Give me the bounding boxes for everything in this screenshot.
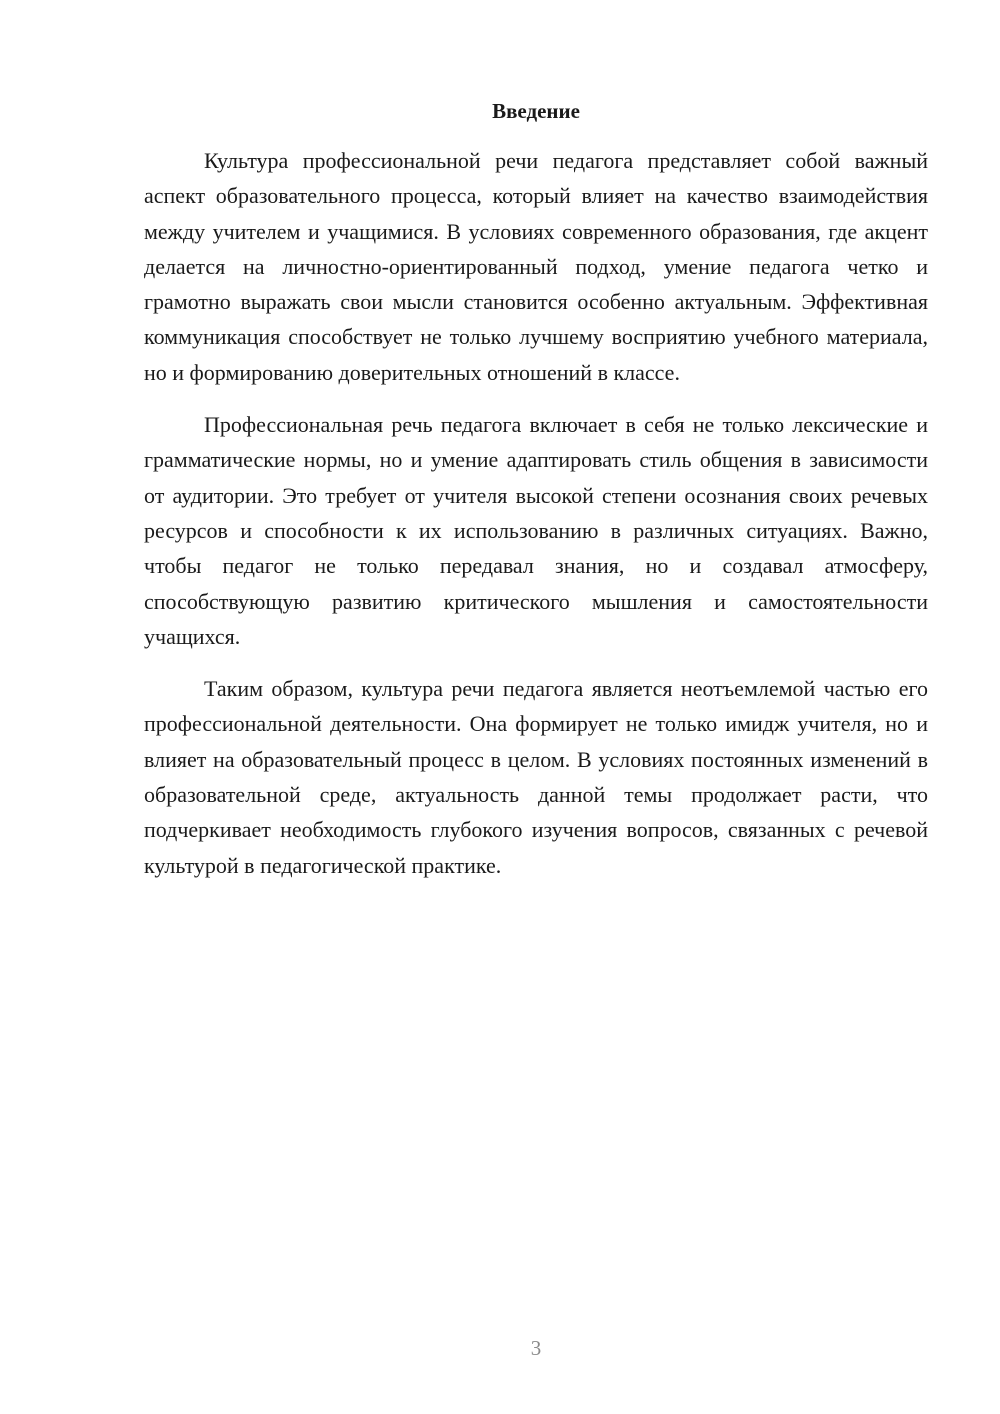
page-title: Введение	[492, 99, 580, 123]
paragraph-2: Профессиональная речь педагога включает в себя не только лексические и грамматические нормы, но и умение адаптировать стиль общения в зависимости от аудитории. Это требует от учителя высокой степени осознания своих речевых ресурсов и способности к их использованию в различных ситуациях. Важно, чтобы педагог не только передавал знания, но и создавал атмосферу, способствующую развитию критического мышления и самостоятельности учащихся.	[144, 412, 928, 649]
paragraph-1: Культура профессиональной речи педагога представляет собой важный аспект образовательного процесса, который влияет на качество взаимодействия между учителем и учащимися. В условиях современного образования, где акцент делается на личностно-ориентированный подход, умение педагога четко и грамотно выражать свои мысли становится особенно актуальным. Эффективная коммуникация способствует не только лучшему восприятию учебного материала, но и формированию доверительных отношений в классе.	[144, 148, 928, 385]
document-body	[144, 143, 928, 900]
page-number: 3	[530, 1336, 542, 1360]
paragraph-3: Таким образом, культура речи педагога является неотъемлемой частью его профессиональной деятельности. Она формирует не только имидж учителя, но и влияет на образовательный процесс в целом. В условиях постоянных изменений в образовательной среде, актуальность данной темы продолжает расти, что подчеркивает необходимость глубокого изучения вопросов, связанных с речевой культурой в педагогической практике.	[144, 676, 928, 878]
